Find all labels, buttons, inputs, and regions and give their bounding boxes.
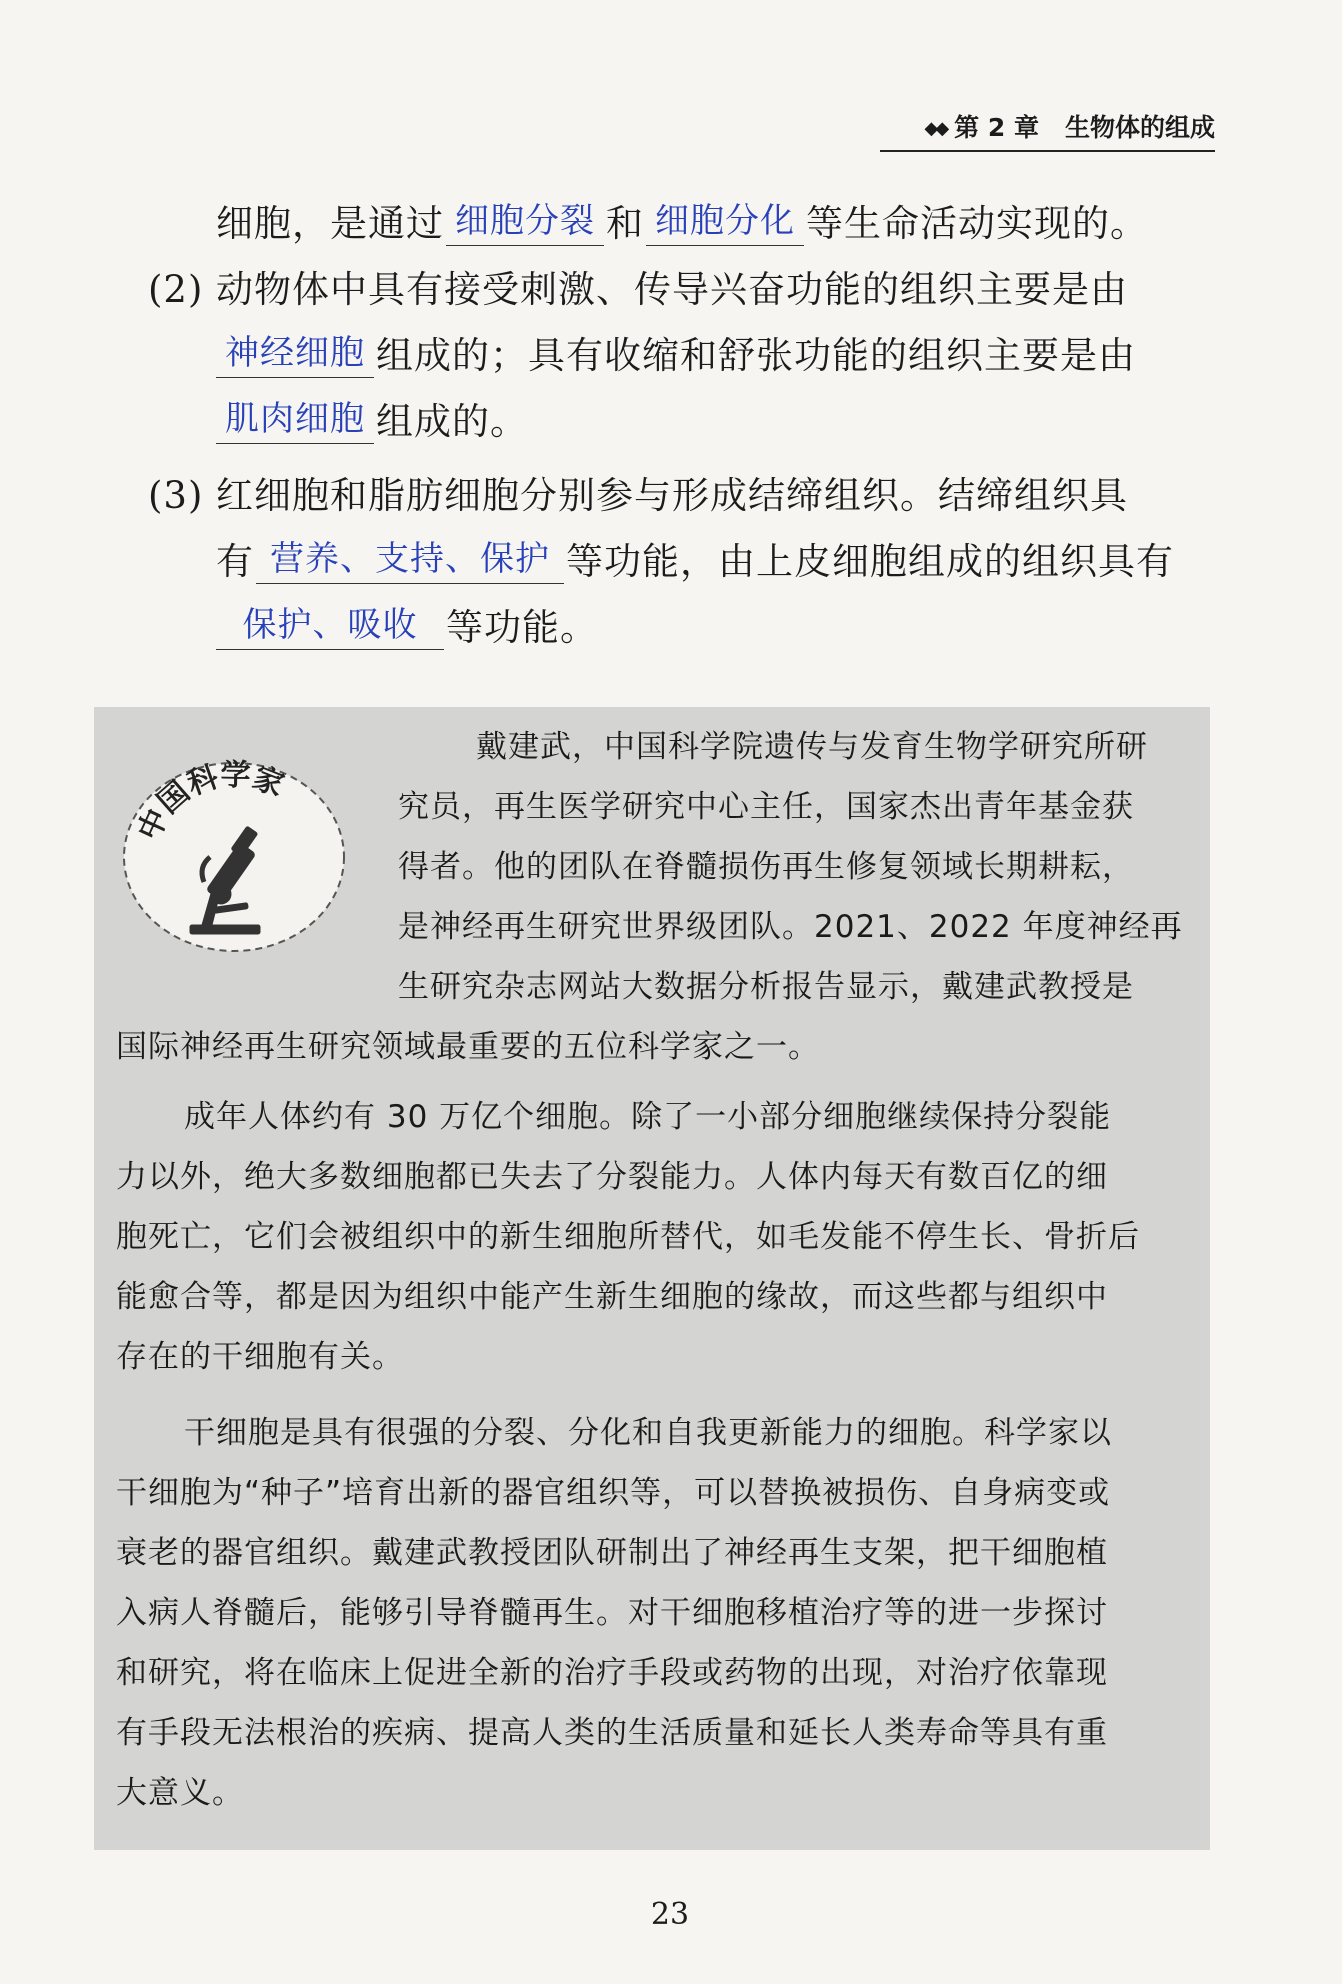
paragraph-line: 国际神经再生研究领域最重要的五位科学家之一。: [116, 1029, 820, 1065]
question-number: (3): [148, 474, 204, 517]
chapter-header: [880, 108, 1215, 152]
paragraph-line: 能愈合等，都是因为组织中能产生新生细胞的缘故，而这些都与组织中: [116, 1279, 1108, 1315]
paragraph-line: 干细胞为“种子”培育出新的器官组织等，可以替换被损伤、自身病变或: [116, 1475, 1111, 1511]
paragraph-line: 力以外，绝大多数细胞都已失去了分裂能力。人体内每天有数百亿的细: [116, 1159, 1108, 1195]
exercise-line: 细胞，是通过 细胞分裂 和 细胞分化 等生命活动实现的。: [216, 196, 1148, 252]
answer-blank: 细胞分化: [646, 197, 804, 246]
paragraph-line: 衰老的器官组织。戴建武教授团队研制出了神经再生支架，把干细胞植: [116, 1535, 1108, 1571]
paragraph-line: 究员，再生医学研究中心主任，国家杰出青年基金获: [398, 789, 1134, 825]
chapter-number: 第 2 章: [954, 113, 1039, 142]
paragraph-line: 干细胞是具有很强的分裂、分化和自我更新能力的细胞。科学家以: [184, 1415, 1112, 1451]
paragraph-line: 戴建武，中国科学院遗传与发育生物学研究所研: [476, 729, 1148, 765]
chinese-scientist-badge: [118, 757, 350, 957]
paragraph-line: 生研究杂志网站大数据分析报告显示，戴建武教授是: [398, 969, 1134, 1005]
paragraph-line: 大意义。: [116, 1775, 244, 1811]
answer-blank: 营养、支持、保护: [256, 535, 564, 584]
paragraph-line: 和研究，将在临床上促进全新的治疗手段或药物的出现，对治疗依靠现: [116, 1655, 1108, 1691]
question-3-line: 有 营养、支持、保护 等功能，由上皮细胞组成的组织具有: [216, 534, 1174, 590]
question-number: (2): [148, 268, 204, 311]
paragraph-line: 存在的干细胞有关。: [116, 1339, 404, 1375]
answer-blank: 细胞分裂: [446, 197, 604, 246]
question-2-line: 肌肉细胞 组成的。: [216, 394, 528, 450]
chapter-title: 生物体的组成: [1064, 113, 1215, 142]
paragraph-line: 是神经再生研究世界级团队。2021、2022 年度神经再: [398, 909, 1183, 945]
answer-blank: 神经细胞: [216, 329, 374, 378]
question-2-line: (2) 动物体中具有接受刺激、传导兴奋功能的组织主要是由: [148, 262, 1128, 318]
answer-blank: 保护、吸收: [216, 601, 444, 650]
question-3-line: (3) 红细胞和脂肪细胞分别参与形成结缔组织。结缔组织具: [148, 468, 1128, 524]
answer-blank: 肌肉细胞: [216, 395, 374, 444]
question-2-line: 神经细胞 组成的；具有收缩和舒张功能的组织主要是由: [216, 328, 1136, 384]
page-number: 23: [650, 1897, 690, 1932]
paragraph-line: 成年人体约有 30 万亿个细胞。除了一小部分细胞继续保持分裂能: [184, 1099, 1112, 1135]
paragraph-line: 有手段无法根治的疾病、提高人类的生活质量和延长人类寿命等具有重: [116, 1715, 1108, 1751]
question-3-line: 保护、吸收 等功能。: [216, 600, 598, 656]
paragraph-line: 入病人脊髓后，能够引导脊髓再生。对干细胞移植治疗等的进一步探讨: [116, 1595, 1108, 1631]
paragraph-line: 得者。他的团队在脊髓损伤再生修复领域长期耕耘，: [398, 849, 1134, 885]
diamond-icon: ◆◆: [924, 118, 947, 139]
badge-label: 中国科学家: [131, 757, 289, 846]
paragraph-line: 胞死亡，它们会被组织中的新生细胞所替代，如毛发能不停生长、骨折后: [116, 1219, 1140, 1255]
